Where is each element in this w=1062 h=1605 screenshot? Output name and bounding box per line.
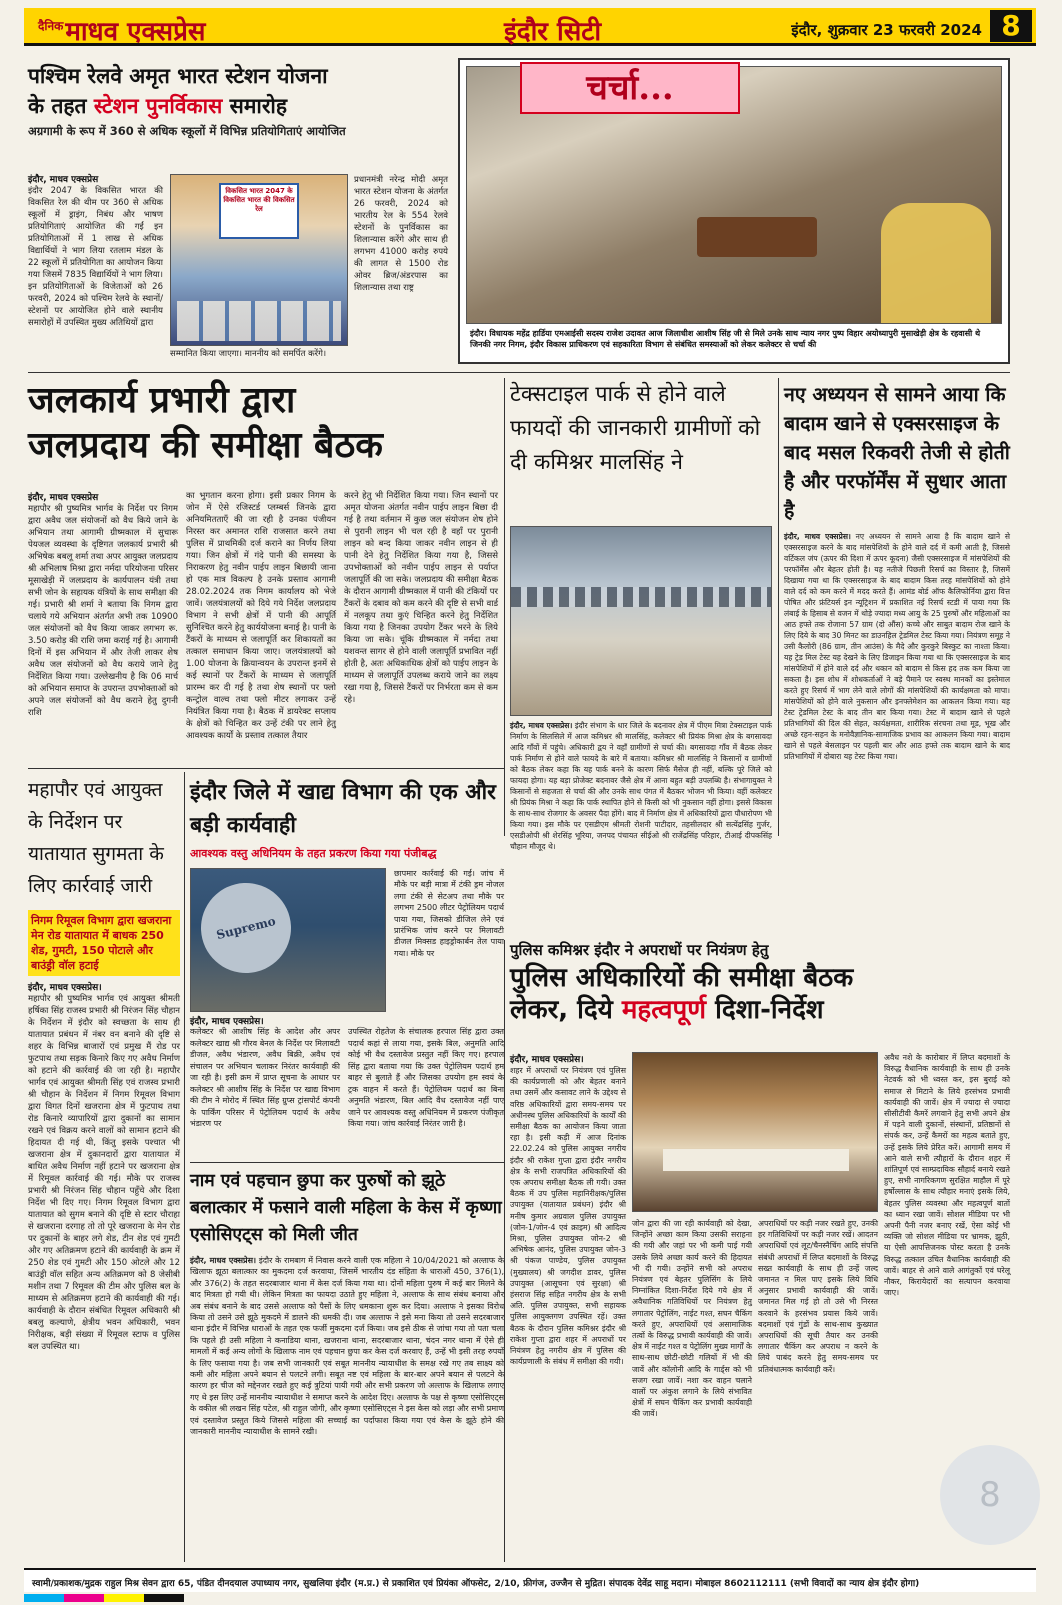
divider <box>28 768 504 769</box>
right-column <box>354 174 448 346</box>
subhead: अग्रगामी के रूप में 360 से अधिक स्कूलों में विभिन्न प्रतियोगिताएं आयोजित <box>28 124 346 139</box>
color-registration <box>144 1594 184 1602</box>
traffic-headline: महापौर एवं आयुक्त के निर्देशन पर यातायात सुगमता के लिए कार्रवाई जारी <box>28 779 164 897</box>
headline-2c: दिशा-निर्देश <box>706 994 824 1025</box>
left-column <box>28 172 163 357</box>
story-court <box>190 1168 504 1562</box>
headline-line-2 <box>28 94 448 118</box>
body: इंदौर के रामबाग में निवास करने वाली एक महिला ने 10/04/2021 को अल्ताफ के खिलाफ झूठा बलात्कार का मुकदमा दर्ज करवाया, जिसमें भारतीय दंड संहिता के धाराओं 450, 376(1), और 376(2) के तहत सदरबाजार थाना में केस दर्ज किया गया था। दोनों महिला पुरुष में कई बार मिलने के बाद मित्रता हो गयी थी। लेकिन मित्रता का फायदा उठाते हुए महिला ने, अल्ताफ के साथ संबंध बनाया और अब संबंध बनाने के बाद उससे अल्ताफ को पैसों के लिए धमकाना शुरू कर दिया। अल्ताफ ने इसका विरोध किया तो उसने उसे झूठे मुकदमे में डालने की धमकी दी। जब अल्ताफ ने इसे मना किया तो उसने सदरबाजार थाना इंदौर में विभिन्न धाराओं के तहत एक फर्जी मुकदमा दर्ज किया। जब इसे ठीक से जांचा गया तो पता चला कि पहले ही उसी महिला ने कनाडिया थाना, खजराना थाना, सदरबाजार थाना, चंदन नगर थाना में ऐसे ही मामलों में कई अन्य लोगों के खिलाफ नाम एवं पहचान छुपा कर केस दर्ज करवाए हैं, उन्हें भी इसी तरह रुपयों के लिए फसाया गया है। जब सभी जानकारी एवं सबूत माननीय न्यायाधीश के समक्ष रखे गए तब साक्ष्य को कमी और महिला अपने बयान से पलटने लगी। सबूत नष्ट एवं महिला के बार-बार अपने बयान से पलटने के कारण हर चीज को मद्देनजर रखते हुए कई त्रुटियां पायी गयी और सभी प्रकरण जो अल्ताफ के खिलाफ लगाए गए थे इस लिए उन्हें माननीय न्यायाधीश ने समाप्त करने के आदेश दिए। अल्ताफ के पक्ष से कृष्णा एसोसिएट्स के वकील श्री लखन सिंह पटेल, श्री राहुल जोगी, और कृष्णा एसोसिएट्स ने इस केस को लड़ा और सभी प्रमाण एवं दस्तावेज प्रस्तुत किये जिससे महिला की सच्चाई का पर्दाफाश किया गया एवं केस के झूठे होने की जानकारी माननीय न्यायाधीश के सामने रखी। <box>190 1256 504 1437</box>
food-side-text: छापमार कार्रवाई की गई। जांच में मौके पर बड़ी मात्रा में टंकी ड्रम नोजल लगा टंकी से सेटअप तथा मौके पर लगभग 2500 लीटर पेट्रोलियम पदार्थ पाया गया, जिसको डीजिल लेने एवं प्रारंभिक जांच करने पर मिलावटी डीजल मिक्सड हाइड्रोकार्बन तेल पाया गया। मौके पर <box>394 869 504 958</box>
food-col-2: उपस्थित रोहतेज के संचालक हरपाल सिंह द्वारा उक्त पदार्थ कहां से लाया गया, इसके बिल, अनुमति आदि कोई भी वैध दस्तावेज प्रस्तुत नहीं किए गए। हरपाल सिंह द्वारा बताया गया कि उक्त पेट्रोलियम पदार्थ हम बाहर से बुलाते हैं और जिसका उपयोग हम स्वयं के ट्रक वाहन में करते हैं। पेट्रोलियम पदार्थ का बिना अनुमति भंडारण, बिल आदि वैध दस्तावेज नहीं पाए जाने पर आवश्यक वस्तु अधिनियम में प्रकरण पंजीकृत किया गया। जांच कार्रवाई निरंतर जारी है। <box>348 1027 504 1128</box>
police-col-1 <box>510 1052 626 1559</box>
headline-line-1: पश्चिम रेलवे अमृत भारत स्टेशन योजना <box>28 63 328 88</box>
table-shape <box>697 217 817 257</box>
divider <box>778 378 779 836</box>
color-registration <box>24 1594 64 1602</box>
body-left: इंदौर 2047 के विकसित भारत की विकसित रेल की थीम पर 360 से अधिक स्कूलों में ड्राइंग, निबंध और भाषण प्रतियोगिताएं आयोजित की गईं इन प्रतियोगिताओं में 1 लाख से अधिक विद्यार्थियों ने भाग लिया रतलाम मंडल के 22 स्कूलों में प्रतियोगिता का आयोजन किया गया जिसमें 7835 विद्यार्थियों ने भाग लिया। इन प्रतियोगिताओं के विजेताओं को 26 फरवरी, 2024 को पश्चिम रेलवे के स्थानों/स्टेशनों पर आयोजित होने वाले स्थानीय समारोहों में उपस्थित मुख्य अतिथियों द्वारा <box>28 186 163 328</box>
headline-2a: के तहत <box>28 93 94 119</box>
water-col-1 <box>28 490 178 761</box>
divider <box>184 772 185 1562</box>
masthead <box>24 8 1036 46</box>
divider <box>28 372 1010 373</box>
drawings-strip <box>177 301 341 341</box>
headline-line-1: जलकार्य प्रभारी द्वारा <box>28 379 296 421</box>
page-marker: 8 <box>940 1445 1040 1545</box>
textile-body <box>510 720 772 851</box>
issue-date: इंदौर, शुक्रवार 23 फरवरी 2024 <box>791 21 982 39</box>
police-headline-2 <box>510 996 1010 1026</box>
byline: इंदौर, माधव एक्सप्रेस <box>28 175 99 185</box>
headline-2b: महत्वपूर्ण <box>621 994 707 1025</box>
traffic-body: महापौर श्री पुष्यमित्र भार्गव एवं आयुक्त श्रीमती हर्षिका सिंह राजस्व प्रभारी श्री निरंजन सिंह चौहान के निर्देशन में इंदौर को स्वच्छता के साथ ही यातायात प्रबंधन में नंबर वन बनाने की दृष्टि से शहर के विभिन्न बाजारों एवं प्रमुख मैं रोड पर फुटपाथ तथा सड़क किनारे किए गए अवैध निर्माण को हटाने की कार्रवाई की जा रही है। महापौर भार्गव एवं आयुक्त श्रीमती सिंह एवं राजस्व प्रभारी श्री चौहान के निर्देशन में निगम रिमूवल विभाग द्वारा विगत दिनों खजराना क्षेत्र में फुटपाथ तथा रोड किनारे व्यापारियों द्वारा दुकानों का सामान रखने एवं विक्रय करने वालों को सामान हटाने की हिदायत दी गई थी, किंतु इसके पश्चात भी खजराना क्षेत्र में दुकानदारों द्वारा यातायात में बाधित अवैध निर्माण नहीं हटाने पर खजराना क्षेत्र में रिमूवल कार्रवाई की गई। मौके पर राजस्व प्रभारी श्री निरंजन सिंह चौहान पहुँचे और दिशा निर्देश भी दिए गए। निगम रिमूवल विभाग द्वारा यातायात को सुगम बनाने की दृष्टि से स्टार चौराहा से खजराना दरगाह तो तो पूरे खजराना के मेन रोड पर दुकानों के बाहर लगे शेड, टीन शेड एवं गुमटी और गए अतिक्रमण हटाने की कार्यवाही के क्रम में 250 शेड एवं गुमटी और 150 ओटले और 12 बाउंड्री वॉल सहित अन्य अतिक्रमण को 8 जेसीबी मशीन तथा 7 रिमूवल की टीम और पुलिस बल के माध्यम से अतिक्रमण हटाने की कार्यवाही की गई। कार्यवाही के दौरान संबंधित रिमूवल अधिकारी श्री बबलु कल्याणे, क्षेत्रीय भवन अधिकारी, भवन निरीक्षक, बड़ी संख्या में रिमूवल स्टाफ व पुलिस बल उपस्थित था। <box>28 994 180 1352</box>
divider <box>504 940 505 1562</box>
court-headline: नाम एवं पहचान छुपा कर पुरुषों को झूठे बलात्कार में फसाने वाली महिला के केस में कृष्णा एसोसिएट्स को मिली जीत <box>190 1171 502 1245</box>
story-water-body <box>28 490 498 762</box>
person-shape <box>881 203 991 323</box>
charcha-label: चर्चा... <box>520 62 740 114</box>
col-1-text: शहर में अपराधों पर नियंत्रण एवं पुलिस की कार्यप्रणाली को और बेहतर बनाने तथा उसमें और कसावट लाने के उद्देश्य से वरिष्ठ अधिकारियों द्वारा समय-समय पर अधीनस्थ पुलिस अधिकारियों के कार्यों की समीक्षा बैठक का आयोजन किया जाता रहा है। इसी कड़ी में आज दिनांक 22.02.24 को पुलिस आयुक्त नगरीय इंदौर श्री राकेश गुप्ता द्वारा इंदौर नगरीय क्षेत्र के सभी राजपत्रित अधिकारियों की एक अपराध समीक्षा बैठक ली गयी। उक्त बैठक में उप पुलिस महानिरीक्षक/पुलिस उपायुक्त (यातायात प्रबंधन) इंदौर श्री मनीष कुमार अग्रवाल पुलिस उपायुक्त (जोन-1/जोन-4 एवं क्राइम) श्री आदित्य मिश्रा, पुलिस उपायुक्त जोन-2 श्री अभिषेक आनंद, पुलिस उपायुक्त जोन-3 श्री पंकज पाण्डेय, पुलिस उपायुक्त (मुख्यालय) श्री जगदीश डावर, पुलिस उपायुक्त (आसूचना एवं सुरक्षा) श्री हंसराज सिंह सहित नगरीय क्षेत्र के सभी अति. पुलिस उपायुक्त, सभी सहायक पुलिस आयुक्तगण उपस्थित रहें। उक्त बैठक के दौरान पुलिस कमिश्नर इंदौर श्री राकेश गुप्ता द्वारा शहर में अपराधों पर नियंत्रण हेतु नगरीय क्षेत्र में पुलिस की कार्यप्रणाली के संबंध में समीक्षा की गयी। <box>510 1066 626 1367</box>
police-col-4: अवैध नशे के कारोबार में लिप्त बदमाशों के विरुद्ध वैधानिक कार्यवाही के साथ ही उनके नेटवर्क को भी ध्वस्त कर, इस बुराई को समाज से मिटाने के लिये हरसंभव प्रभावी कार्यवाही की जावें। क्षेत्र में ज्यादा से ज्यादा सीसीटीवी कैमरें लगवाने हेतु सभी अपने क्षेत्र में पड़ने वाली दुकानों, संस्थानों, प्रतिष्ठानों से संपर्क कर, उन्हें कैमरों का महत्व बताते हुए, उन्हें इसके लिये प्रेरित करें। आगामी समय में आने वाले सभी त्यौहारों के दौरान शहर में शांतिपूर्ण एवं साम्प्रदायिक सौहार्द बनाये रखते हुए, सभी नागरिकगण सुरक्षित माहौल में पूरे हर्षोल्लास के साथ त्यौहार मनाएं इसके लिये, बेहतर पुलिस व्यवस्था और महत्वपूर्ण बातों का ध्यान रखा जावें। सोशल मीडिया पर भी अपनी पैनी नजर बनाए रखें, ऐसा कोई भी व्यक्ति जो सोशल मीडिया पर भ्रामक, झूठी, या ऐसी आपत्तिजनक पोस्ट करता है उनके विरुद्ध तत्काल उचित वैधानिक कार्यवाही की जावें। बाहर से आने वाले आगंतुकों एवं घरेलू नौकर, किरायेदारों का सत्यापन करवाया जाए। <box>884 1053 1010 1298</box>
food-col-1: कलेक्टर श्री आशीष सिंह के आदेश और अपर कलेक्टर खाद्य श्री गौरव बेनल के निर्देश पर मिलावटी डीजल, अवैध भंडारण, अवैध बिक्री, अवैध एवं संचालन पर अभियान चलाकर निरंतर कार्यवाही की जा रही है। इसी क्रम में प्राप्त सूचना के आधार पर कलेक्टर श्री आशीष सिंह के निर्देश पर खाद्य विभाग की टीम ने मोरोद में स्थित सिंह ग्रुप्स ट्रांसपोर्ट कंपनी के पार्किंग परिसर में पेट्रोलियम पदार्थ के अवैध भंडारण पर <box>190 1027 340 1128</box>
textile-headline: टेक्सटाइल पार्क से होने वाले फायदों की जानकारी ग्रामीणों को दी कमिश्नर मालसिंह ने <box>510 382 761 475</box>
fuel-tank-photo <box>190 868 386 1012</box>
water-col-2: का भुगतान करना होगा। इसी प्रकार निगम के जोन में ऐसे रजिस्टर्ड प्लम्बर्स जिनके द्वारा अनियमितताएँ की जा रही है उनका पंजीयन निरस्त कर अमानत राशि राजसात करने तथा पुलिस में प्राथमिकी दर्ज कराने का निर्णय लिया गया। जिन क्षेत्रों में गंदे पानी की समस्या के निराकरण हेतु नवीन पाईप लाइन बिछायी जाना हो एक मात्र विकल्प है उनके प्रस्ताव आगामी 28.02.2024 तक निगम कार्यालय को भेजे जावें। जलयंत्रालयों को दिये गये निर्देश जलप्रदाय विभाग ने सभी क्षेत्रों में पानी की आपूर्ति सुनिश्चित करने हेतु कार्ययोजना बनाई है। पानी के टैंकरों के माध्यम से जलापूर्ति कर शिकायतों का तत्काल समाधान किया जाए। जलयंत्रालयों को 1.00 योजना के क्रियान्वयन के उपरान्त इनमें से कई स्थानों पर टैंकरों के माध्यम से जलापूर्ति प्रारम्भ कर दी गई है तथा शेष स्थानों पर फ्लो कन्ट्रोल वाल्व तथा फ्लो मीटर लगाकर उन्हें नियंत्रित किया गया है। बैठक में डायरेक्ट सप्लाय के क्षेत्रों को चिन्हित कर उन्हें टंकी पर लाने हेतु आवश्यक कार्यों के प्रस्ताव तत्काल तैयार <box>186 491 336 741</box>
story-traffic <box>28 774 180 1562</box>
headline-line-2: जलप्रदाय की समीक्षा बैठक <box>28 424 383 467</box>
textile-body-text <box>510 720 772 851</box>
story-police-headline <box>510 940 1010 1050</box>
photo-poster: विकसित भारत 2047 के विकसित भारत की विकसित रेल <box>219 183 299 239</box>
body-tail: सम्मानित किया जाएगा। माननीय को समर्पित करेंगे। <box>170 349 327 359</box>
byline: इंदौर, माधव एक्सप्रेस। <box>190 1256 257 1265</box>
body: इंदौर संभाग के धार जिले के बदनावर क्षेत्र में पीएम मित्रा टेक्सटाइल पार्क निर्माण के सिलसिले में आज कमिश्नर श्री मालसिंह, कलेक्टर श्री प्रियंक मिश्रा क्षेत्र के बगसावदा आदि गाँवों में पहुंचे। अधिकारी द्वय ने वहाँ ग्रामीणों से चर्चा की। बगसावदा गाँव में बैठक लेकर पार्क निर्माण से होने वाले फायदे के बारे में बताया। कमिश्नर श्री मालसिंह ने किसानों व ग्रामीणों को बैठक लेकर कहा कि यह पार्क बनने के कारण सिर्फ मैसेज ही नहीं, बल्कि पूरे जिले को फायदा होगा। यह बड़ा प्रोजेक्ट बदनावर जैसे क्षेत्र में आना बहुत बड़ी उपलब्धि है। संभागायुक्त ने किसानों से सहजता से चर्चा की और उनके साथ पंगत में बैठकर भोजन भी किया। वहीं कलेक्टर श्री प्रियंक मिश्रा ने कहा कि पार्क स्थापित होने से किसी को भी नुकसान नहीं होगा। इससे विकास के साथ-साथ रोजगार के अवसर पैदा होंगे। बाद में निर्माण क्षेत्र में अधिकारियों द्वारा पौधारोपण भी किया गया। इस मौके पर एसडीएम श्रीमती रोशनी पाटीदार, तहसीलदार श्री सत्येंद्रसिंह गुर्जर, एसडीओपी श्री शेरसिंह भूरिया, जनपद पंचायत सीईओ श्री राजेंद्रसिंह परिहार, टीआई दीपकसिंह चौहान मौजूद थे। <box>510 721 772 851</box>
newspaper-name <box>38 12 205 48</box>
story-food-body <box>190 1026 504 1156</box>
headline-2c: समारोह <box>222 93 287 119</box>
byline: इंदौर, माधव एक्सप्रेस। <box>784 532 851 541</box>
body-right: प्रधानमंत्री नरेन्द्र मोदी अमृत भारत स्टेशन योजना के अंतर्गत 26 फरवरी, 2024 को भारतीय रेल के 554 रेलवे स्टेशनों के पुनर्विकास का शिलान्यास करेंगे और साथ ही लगभग 41000 करोड़ रुपये की लागत से 1500 रोड ओवर ब्रिज/अंडरपास का शिलान्यास तथा राष्ट्र <box>354 175 448 293</box>
table-shape <box>663 1149 849 1171</box>
charcha-caption: इंदौर। विधायक महेंद्र हार्डिया एमआईसी सदस्य राजेश उदावत आज जिलाधीश आशीष सिंह जी से मिले उनके साथ न्याय नगर पुष्प विहार अयोध्यापुरी मुसाखेड़ी क्षेत्र के रहवासी थे जिनकी नगर निगम, इंदौर विकास प्राधिकरण एवं सहकारिता विभाग से संबंधित समस्याओं को लेकर कलेक्टर से चर्चा की <box>466 326 1002 360</box>
story-textile <box>510 378 772 851</box>
police-col-2: जोन द्वारा की जा रही कार्यवाही को देखा, जिन्होंने अच्छा काम किया उसकी सराहना की गयी और जहां पर भी कमी पाई गयी उसके लिये अच्छा कार्य करने की हिदायत भी दी गयी। उन्होंने सभी को अपराध नियंत्रण एवं बेहतर पुलिसिंग के लिये निम्नांकित दिशा-निर्देश दिये गये क्षेत्र में अवैधानिक गतिविधियों पर नियंत्रण हेतु लगातार पेट्रोलिंग, नाईट गश्त, सघन चैकिंग करते हुए, अपराधियों एवं असामाजिक तत्वों के विरुद्ध प्रभावी कार्यवाही की जावें। क्षेत्र में नाईट गश्त व पेट्रोलिंग मुख्य मार्गों के साथ-साथ छोटी-छोटी गलियों में भी की जावें और कॉलोनी आदि के गार्ड्स को भी सजग रखा जावें। नशा कर वाहन चलाने वालों पर अंकुश लगाने के लिये संभावित क्षेत्रों में सघन चैकिंग कर प्रभावी कार्यवाही की जावें। <box>632 1219 752 1419</box>
headline-2b: स्टेशन पुनर्विकास <box>93 93 223 119</box>
traffic-subhead: निगम रिमूवल विभाग द्वारा खजराना मेन रोड यातायात में बाधक 250 शेड, गुमटी, 150 पोटाले और बाउंड्री वॉल हटाई <box>28 910 180 976</box>
supremo-tank: Supremo <box>191 873 300 982</box>
body: नए अध्ययन से सामने आया है कि बादाम खाने से एक्सरसाइज करने के बाद मांसपेशियों के होने वाले दर्द में कमी आती है, जिससे वर्टिकल जंप (ऊपर की दिशा में ऊपर कूदना) जैसी एक्सरसाइज में मांसपेशियों की परफॉर्मेंस और बेहतर होती है। यह नतीजे पिछली रिसर्च का विस्तार है, जिसमें दिखाया गया था कि एक्सरसाइज के बाद बादाम किस तरह मांसपेशियों को होने वाले दर्द को कम करने में मदद करते हैं। आमंड बोर्ड ऑफ कैलिफोर्निया द्वारा वित्त पोषित और फ्रंटियर्स इन न्यूट्रिशन में प्रकाशित नई रिसर्च स्टडी में पाया गया कि लंबाई के हिसाब से वजन में थोड़े ज्यादा मध्य आयु के 25 पुरुषों और महिलाओं का आठ हफ्ते तक रोजाना 57 ग्राम (दो औंस) कच्चे और साबुत बादाम रोज खाने के लिए दिये के बाद 30 मिनट का डाउनहिल ट्रेडमिल टेस्ट किया गया। नियंत्रण समूह ने उसी कैलोरी (86 ग्राम, तीन आउंस) के मैदे और कुरकुरे बिस्कुट का नाश्ता किया। यह ट्रेड मिल टेस्ट यह देखने के लिए डिजाइन किया गया था कि एक्सरसाइज के बाद मांसपेशियों में होने वाले दर्द और थकान को बादाम से किस हद तक कम किया जा सकता है। इस शोध में शोधकर्ताओं ने बड़े पैमाने पर स्वस्थ मानकों का इस्तेमाल करते हुए रिसर्च में भाग लेने वाले लोगों की मांसपेशियों की कार्यक्षमता को मापा। मांसपेशियों को होने वाले नुकसान और इनफ्लेमेशन का आकलन किया गया। यह टेस्ट ट्रेडमिल टेस्ट के बाद तीन बार किया गया। टेस्ट में बादाम खाने से पहले प्रतिभागियों की दिल की सेहत, कार्यक्षमता, शारीरिक संरचना तथा मूड, भूख और अच्छे रहन-सहन के मनोवैज्ञानिक-सामाजिक प्रभाव का आकलन किया गया। बादाम खाने से पहले बेसलाइन पर पहली बार और आठ हफ्ते तक बादाम खाने के बाद प्रतिभागियों में दोबारा यह टेस्ट किया गया। <box>784 532 1010 761</box>
machinery-row <box>511 587 771 607</box>
page-number: 8 <box>990 10 1032 42</box>
story-police-body <box>510 1052 1010 1562</box>
col-1-text: महापौर श्री पुष्यमित्र भार्गव के निर्देश पर निगम द्वारा अवैध जल संयोजनों को वैध किये जाने के अभियान तथा आगामी ग्रीष्मकाल में सुचारू पेयजल व्यवस्था के दृष्टिगत जलकार्य प्रभारी श्री अभिषेक बबलू शर्मा तथा अपर आयुक्त जलप्रदाय श्री अभिलाष मिश्रा द्वारा नर्मदा परियोजना परिसर मूसाखेड़ी में जलप्रदाय के कार्यपालन यंत्री तथा सभी जोन के सहायक यंत्रियों के साथ समीक्षा की गई। प्रभारी श्री शर्मा ने बताया कि निगम द्वारा चलाये गये अभियान अंतर्गत अभी तक 10900 जल संयोजनों को वैध किया जाकर लगभग रू. 3.50 करोड़ की राशि जमा कराई गई है। आगामी दिनों में इस अभियान में और तेजी लाकर शेष अवैध जल संयोजनों को वैध कराये जाने हेतु निर्देशित किया गया। उल्लेखनीय है कि 06 मार्च को अभियान समाप्त के उपरान्त उपभोक्ताओं को अपने जल संयोजनों को वैध कराने हेतु दुगनी राशि <box>28 504 178 718</box>
story-food <box>190 776 504 1046</box>
story-water-headline <box>28 380 498 475</box>
byline: इंदौर, माधव एक्सप्रेस <box>28 493 99 503</box>
headline-2a: लेकर, दिये <box>510 994 622 1025</box>
almond-headline: नए अध्ययन से सामने आया कि बादाम खाने से एक्सरसाइज के बाद मसल रिकवरी तेजी से होती है और परफॉर्मेंस में सुधार आता है <box>784 383 1010 522</box>
police-col-3: अपराधियों पर कड़ी नजर रखते हुए, उनकी हर गतिविधियों पर कड़ी नजर रखें। आदतन अपराधियों एवं लूट/चैनस्नैचिंग आदि संपत्ति संबंधी अपराधों में लिप्त बदमाशों के विरुद्ध सख्त कार्यवाही के साथ ही उन्हें जल्द जमानत न मिल पाए इसके लिये विधि अनुसार प्रभावी कार्यवाही की जावें। जमानत मिल गई हो तो उसे भी निरस्त करवाने के हरसंभव प्रयास किये जावें। बदमाशों एवं गुंडों के साथ-साथ कुख्यात अपराधियों की सूची तैयार कर उनकी लगातार चैकिंग कर अपराध न करने के लिये पाबंद करने हेतु समय-समय पर प्रतिबंधात्मक कार्यवाही करें। <box>758 1219 878 1374</box>
story-charcha <box>458 58 1010 364</box>
students-photo <box>170 174 348 346</box>
factory-visit-photo <box>510 526 772 716</box>
color-registration <box>64 1594 104 1602</box>
color-registration <box>104 1594 144 1602</box>
byline: इंदौर, माधव एक्सप्रेस। <box>510 1055 584 1065</box>
name-main: माधव एक्सप्रेस <box>65 17 206 47</box>
divider <box>504 378 505 836</box>
story-station <box>28 64 448 364</box>
police-headline-1: पुलिस अधिकारियों की समीक्षा बैठक <box>510 963 854 993</box>
byline: इंदौर, माधव एक्सप्रेस। <box>190 1017 264 1027</box>
court-body <box>190 1255 504 1555</box>
water-col-3: करने हेतु भी निर्देशित किया गया। जिन स्थानों पर अमृत योजना अंतर्गत नवीन पाईप लाइन बिछा दी गई है तथा वर्तमान में कुछ जल संयोजन शेष होने से पुरानी लाइन भी चल रही है वहाँ पर पुरानी लाइन को बन्द किया जाकर नवीन लाइन से ही पानी देने हेतु निर्देशित किया गया है, जिससे उपभोक्ताओं को नवीन पाईप लाइन से पर्याप्त जलापूर्ति की जा सके। जलप्रदाय की समीक्षा बैठक के दौरान आगामी ग्रीष्मकाल में पानी की टंकियों पर टैंकरों के दबाव को कम करने की दृष्टि से सभी वार्ड में नलकूप तथा कुएं चिन्हित करने हेतु निर्देशित किया गया है जिनका उपयोग टैंकर भरने के लिये किया जा सके। चूंकि ग्रीष्मकाल में नर्मदा तथा यशवन्त सागर से होने वाली जलापूर्ति प्रभावित नहीं होती है, अतः अधिकाधिक क्षेत्रों को पाईप लाइन के माध्यम से जलापूर्ति उपलब्ध कराये जाने का लक्ष्य रखा गया है, जिससे टैंकरों पर निर्भरता कम से कम रहे। <box>344 491 498 705</box>
food-subhead: आवश्यक वस्तु अधिनियम के तहत प्रकरण किया गया पंजीबद्ध <box>190 847 437 860</box>
police-meeting-photo <box>632 1052 878 1212</box>
byline: इंदौर, माधव एक्सप्रेस। <box>28 983 102 993</box>
food-headline: इंदौर जिले में खाद्य विभाग की एक और बड़ी कार्यवाही <box>190 780 496 838</box>
story-almond <box>784 380 1010 940</box>
name-prefix: दैनिक <box>38 19 64 33</box>
divider <box>190 1162 504 1163</box>
imprint-footer: स्वामी/प्रकाशक/मुद्रक राहुल मिश्र सेवन द्वारा 65, पंडित दीनदयाल उपाध्याय नगर, सुखलिया इंदौर (म.प्र.) से प्रकाशित एवं प्रियंका ऑफसेट, 2/10, फ्रीगंज, उज्जैन से मुद्रित। संपादक देवेंद्र साहू मदान। मोबाइल 8602112111 (सभी विवादों का न्याय क्षेत्र इंदौर होगा) <box>24 1568 1036 1592</box>
almond-body <box>784 531 1010 876</box>
section-title: इंदौर सिटी <box>504 17 602 47</box>
police-kicker: पुलिस कमिश्नर इंदौर ने अपराधों पर नियंत्रण हेतु <box>510 941 769 959</box>
byline: इंदौर, माधव एक्सप्रेस। <box>510 721 573 730</box>
